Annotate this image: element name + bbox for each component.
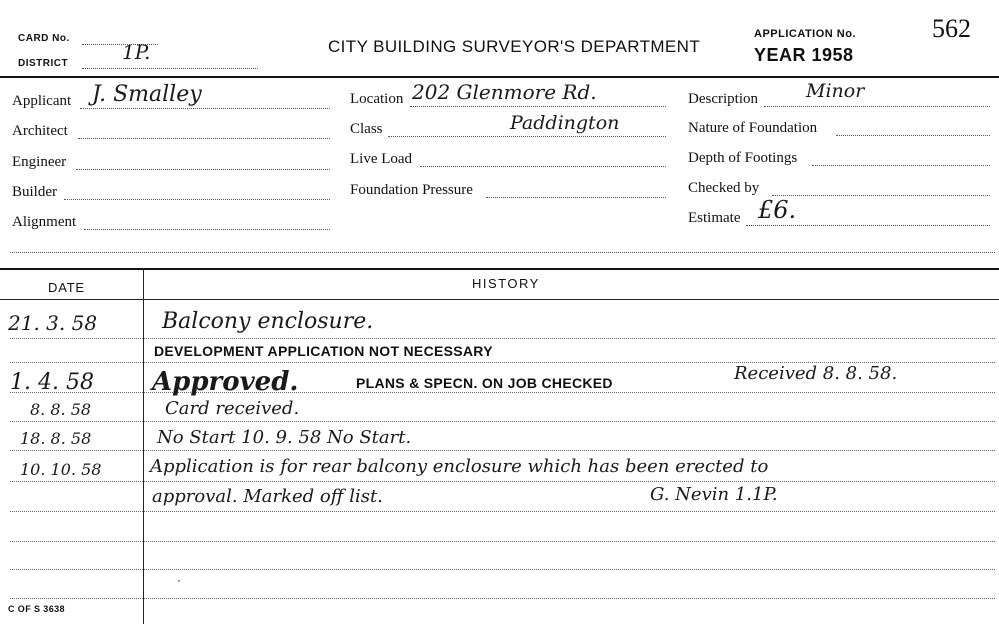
- location-line: [410, 106, 666, 107]
- depth-of-footings-line: [812, 165, 990, 166]
- applicant-label: Applicant: [12, 93, 72, 109]
- applicant-line: [80, 108, 330, 109]
- history-date: 8. 8. 58: [30, 400, 92, 419]
- year-label: YEAR 1958: [754, 45, 854, 65]
- card-no-label: CARD No.: [18, 33, 70, 44]
- architect-line: [78, 138, 330, 139]
- engineer-label: Engineer: [12, 154, 67, 170]
- history-top-rule: [0, 268, 999, 270]
- history-entry: approval. Marked off list.: [152, 486, 383, 507]
- nature-of-foundation-line: [836, 135, 990, 136]
- builder-line: [64, 199, 330, 200]
- history-row-line: [10, 511, 995, 512]
- date-column-divider: [143, 268, 144, 624]
- history-row-line: [10, 541, 995, 542]
- history-entry: Approved.: [152, 367, 299, 397]
- application-no-value: 562: [932, 14, 971, 43]
- history-header-rule: [0, 299, 999, 300]
- form-code: C OF S 3638: [8, 604, 65, 614]
- estimate-label: Estimate: [688, 210, 741, 226]
- history-row-line: [10, 338, 995, 339]
- class-line: [388, 136, 666, 137]
- district-line: [82, 68, 258, 69]
- district-label: DISTRICT: [18, 58, 69, 69]
- history-note: G. Nevin 1.1P.: [650, 484, 778, 505]
- depth-of-footings-label: Depth of Footings: [688, 150, 798, 166]
- history-date: 10. 10. 58: [20, 460, 102, 479]
- alignment-label: Alignment: [12, 214, 77, 230]
- location-value: 202 Glenmore Rd.: [412, 80, 597, 104]
- history-entry: Application is for rear balcony enclosure which has been erected to: [150, 456, 769, 477]
- district-value: 1P.: [122, 40, 151, 64]
- builder-label: Builder: [12, 184, 57, 200]
- checked-by-line: [772, 195, 990, 196]
- history-entry: Card received.: [165, 398, 300, 419]
- date-column-header: DATE: [48, 280, 85, 295]
- description-value: Minor: [806, 80, 865, 102]
- history-column-header: HISTORY: [472, 276, 540, 291]
- foundation-pressure-line: [486, 197, 666, 198]
- department-title: CITY BUILDING SURVEYOR'S DEPARTMENT: [328, 37, 701, 56]
- engineer-line: [76, 169, 330, 170]
- header-divider: [0, 76, 999, 78]
- history-date: 18. 8. 58: [20, 429, 92, 448]
- history-row-line: [10, 421, 995, 422]
- stray-mark: ': [178, 579, 180, 590]
- foundation-pressure-label: Foundation Pressure: [350, 182, 473, 198]
- estimate-value: £6.: [758, 196, 797, 224]
- history-row-line: [10, 598, 995, 599]
- history-entry: Balcony enclosure.: [162, 309, 374, 334]
- nature-of-foundation-label: Nature of Foundation: [688, 120, 818, 136]
- architect-label: Architect: [12, 123, 68, 139]
- description-label: Description: [688, 91, 758, 107]
- history-entry: No Start 10. 9. 58 No Start.: [157, 427, 412, 448]
- history-note: Received 8. 8. 58.: [734, 363, 898, 384]
- history-stamp: DEVELOPMENT APPLICATION NOT NECESSARY: [154, 343, 493, 359]
- history-row-line: [10, 481, 995, 482]
- checked-by-label: Checked by: [688, 180, 760, 196]
- class-value: Paddington: [510, 112, 620, 134]
- location-label: Location: [350, 91, 404, 107]
- class-label: Class: [350, 121, 383, 137]
- application-no-label: APPLICATION No.: [754, 28, 857, 40]
- history-row-line: [10, 450, 995, 451]
- description-line: [764, 106, 990, 107]
- applicant-value: J. Smalley: [92, 82, 202, 107]
- estimate-line: [746, 225, 990, 226]
- history-stamp: PLANS & SPECN. ON JOB CHECKED: [356, 375, 613, 391]
- fields-bottom-line: [10, 252, 995, 253]
- live-load-label: Live Load: [350, 151, 413, 167]
- history-row-line: [10, 569, 995, 570]
- alignment-line: [84, 229, 330, 230]
- history-date: 21. 3. 58: [8, 311, 98, 335]
- live-load-line: [420, 166, 666, 167]
- history-date: 1. 4. 58: [10, 370, 94, 395]
